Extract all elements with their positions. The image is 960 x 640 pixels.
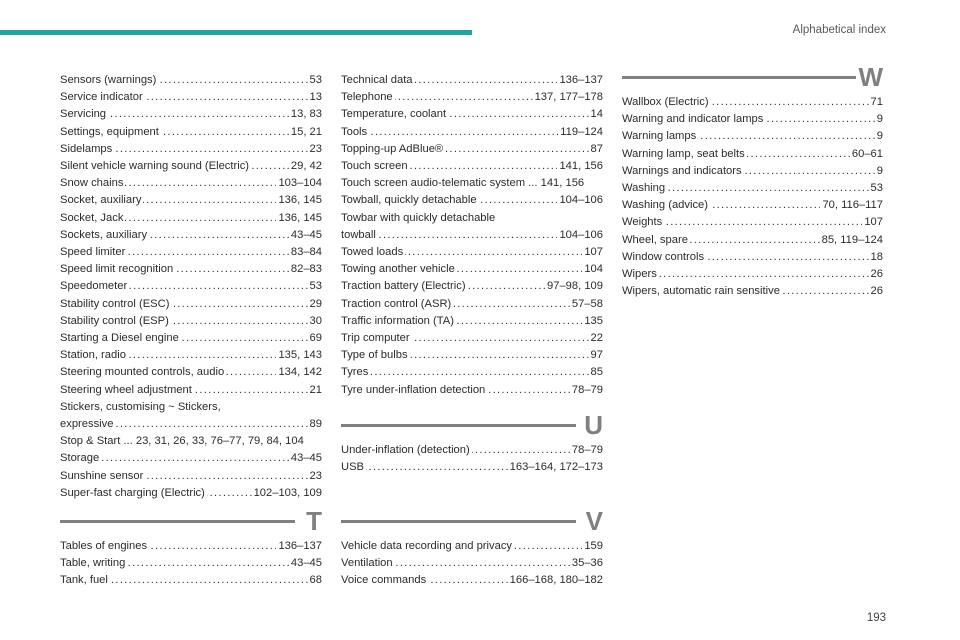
index-entry-label: Super-fast charging (Electric) bbox=[60, 486, 205, 499]
index-entry-label: Tools bbox=[341, 125, 368, 138]
index-entry bbox=[60, 210, 322, 227]
index-entry-leader bbox=[101, 450, 289, 467]
index-entry bbox=[622, 214, 883, 231]
index-entry-pages: 35–36 bbox=[571, 557, 603, 570]
index-entry-leader bbox=[145, 89, 308, 106]
index-entry-label: Tank, fuel bbox=[60, 574, 108, 587]
section-w bbox=[622, 62, 883, 300]
index-entry-leader bbox=[445, 141, 588, 158]
index-entry-pages: 87 bbox=[590, 142, 603, 155]
index-entry-pages: 78–79 bbox=[571, 444, 603, 456]
index-entry-pages: 107 bbox=[864, 216, 883, 229]
index-entry-pages: 22 bbox=[590, 332, 603, 345]
index-entry-label: Towbar with quickly detachable bbox=[341, 211, 496, 224]
index-entry-pages: 136, 145 bbox=[278, 211, 322, 224]
index-entry-leader bbox=[690, 232, 820, 249]
index-entry bbox=[341, 459, 603, 476]
index-entry-label: Socket, auxiliary bbox=[60, 194, 142, 207]
index-entry bbox=[622, 146, 883, 163]
section-w-header bbox=[622, 62, 883, 94]
section-w-rule bbox=[622, 76, 856, 79]
index-entry-leader bbox=[171, 296, 307, 313]
index-entry-pages: 53 bbox=[309, 74, 322, 86]
index-entry-pages: 159 bbox=[584, 540, 603, 552]
index-entry bbox=[341, 538, 603, 555]
index-entry-label: Temperature, coolant bbox=[341, 108, 447, 121]
index-entry bbox=[60, 89, 322, 106]
index-entry-pages: 85 bbox=[590, 366, 603, 379]
index-entry-pages: 141, 156 bbox=[559, 160, 603, 173]
index-entry-label: Traction control (ASR) bbox=[341, 297, 452, 310]
index-entry bbox=[341, 72, 603, 89]
index-entry-label: Stop & Start ... 23, 31, 26, 33, 76–77, 79, 84, 104 bbox=[60, 435, 304, 448]
index-entry-leader bbox=[366, 459, 508, 476]
index-entry-pages: 136, 145 bbox=[278, 194, 322, 207]
index-entry-pages: 9 bbox=[876, 113, 883, 126]
index-entry-pages: 69 bbox=[309, 332, 322, 345]
index-entry-leader bbox=[128, 347, 277, 364]
index-entry-leader bbox=[468, 278, 545, 295]
index-entry-label: Tables of engines bbox=[60, 540, 148, 552]
index-entry-label: Station, radio bbox=[60, 349, 126, 362]
index-entry-leader bbox=[428, 572, 507, 589]
index-entry-label: Sunshine sensor bbox=[60, 469, 144, 482]
index-entry-label: Touch screen audio-telematic system ... 141, 156 bbox=[341, 177, 585, 190]
index-entry-label: Traffic information (TA) bbox=[341, 314, 454, 327]
index-entry-pages: 137, 177–178 bbox=[534, 91, 603, 104]
index-entry-label: Speed limiter bbox=[60, 246, 126, 259]
index-entry-label: Service indicator bbox=[60, 91, 143, 104]
index-entry bbox=[60, 468, 322, 485]
index-entry-label: Servicing bbox=[60, 108, 107, 121]
index-entry bbox=[60, 555, 322, 572]
index-entry-pages: 9 bbox=[876, 164, 883, 177]
index-entry bbox=[622, 232, 883, 249]
index-entry-pages: 119–124 bbox=[560, 125, 603, 138]
section-v bbox=[341, 506, 603, 590]
section-w-letter: W bbox=[858, 62, 883, 92]
page-number: 193 bbox=[866, 612, 886, 624]
index-entry-label: Under-inflation (detection) bbox=[341, 444, 470, 456]
section-t-header bbox=[60, 506, 322, 538]
index-entry-label: Tyre under-inflation detection bbox=[341, 383, 486, 396]
index-entry-pages: 15, 21 bbox=[290, 125, 322, 138]
index-entry-leader bbox=[667, 180, 868, 197]
index-entry-leader bbox=[395, 89, 533, 106]
index-entry-leader bbox=[251, 158, 289, 175]
index-entry-leader bbox=[110, 572, 308, 589]
index-entry bbox=[60, 261, 322, 278]
index-entry bbox=[341, 210, 603, 227]
index-entry-label: Topping-up AdBlue® bbox=[341, 142, 444, 155]
index-entry-label: Warning and indicator lamps bbox=[622, 113, 764, 126]
index-entry-leader bbox=[145, 468, 307, 485]
index-entry-label: Touch screen bbox=[341, 160, 408, 173]
index-entry bbox=[341, 261, 603, 278]
index-entry-label: Sockets, auxiliary bbox=[60, 228, 148, 241]
index-entry-label: Towing another vehicle bbox=[341, 263, 455, 276]
index-entry-label: Stickers, customising ~ Stickers, bbox=[60, 400, 221, 413]
index-entry-leader bbox=[125, 210, 276, 227]
index-entry-label: Warnings and indicators bbox=[622, 164, 742, 177]
section-u-letter: U bbox=[584, 410, 603, 440]
index-entry bbox=[60, 347, 322, 364]
index-entry bbox=[60, 296, 322, 313]
index-entry-leader bbox=[149, 538, 276, 555]
index-entry-pages: 14 bbox=[590, 108, 603, 121]
index-entry-pages: 97 bbox=[590, 349, 603, 362]
index-entry-label: Wheel, spare bbox=[622, 233, 688, 246]
index-entry-label: Tyres bbox=[341, 366, 369, 379]
index-entry-leader bbox=[479, 192, 558, 209]
index-entry-label: Trip computer bbox=[341, 332, 410, 345]
index-entry-label: Window controls bbox=[622, 250, 705, 263]
index-entry-leader bbox=[412, 330, 589, 347]
index-entry bbox=[622, 94, 883, 111]
index-entry bbox=[341, 330, 603, 347]
index-entry-pages: 83–84 bbox=[290, 246, 322, 259]
index-entry-pages: 166–168, 180–182 bbox=[509, 574, 603, 587]
section-u bbox=[341, 410, 603, 476]
index-entry bbox=[341, 347, 603, 364]
index-entry-leader bbox=[706, 249, 868, 266]
index-entry-leader bbox=[710, 197, 820, 214]
index-entry-label: Type of bulbs bbox=[341, 349, 408, 362]
index-entry-label: Washing (advice) bbox=[622, 199, 709, 212]
index-entry-leader bbox=[226, 364, 276, 381]
index-entry bbox=[622, 266, 883, 283]
index-entry-pages: 136–137 bbox=[559, 74, 603, 86]
index-entry bbox=[60, 175, 322, 192]
index-entry-pages: 163–164, 172–173 bbox=[509, 461, 603, 474]
index-entry bbox=[341, 124, 603, 141]
index-entry bbox=[60, 313, 322, 330]
index-entry-leader bbox=[158, 72, 307, 89]
index-entry bbox=[341, 89, 603, 106]
index-entry-pages: 57–58 bbox=[571, 297, 603, 310]
index-entry-pages: 18 bbox=[870, 250, 883, 263]
index-entry-leader bbox=[207, 485, 252, 502]
index-entry-pages: 85, 119–124 bbox=[821, 233, 883, 246]
index-entry-leader bbox=[453, 296, 570, 313]
index-entry bbox=[622, 249, 883, 266]
index-entry bbox=[341, 278, 603, 295]
index-entry-pages: 60–61 bbox=[851, 147, 883, 160]
index-entry-label: Voice commands bbox=[341, 574, 427, 587]
index-entry-leader bbox=[405, 244, 582, 261]
index-entry-pages: 70, 116–117 bbox=[822, 199, 883, 212]
index-entry-label: Weights bbox=[622, 216, 663, 229]
index-entry-pages: 9 bbox=[876, 130, 883, 143]
index-entry bbox=[60, 141, 322, 158]
index-entry-leader bbox=[456, 313, 582, 330]
index-entry-leader bbox=[782, 283, 869, 300]
index-entry bbox=[341, 382, 603, 399]
index-entry-leader bbox=[127, 555, 289, 572]
section-u-rule bbox=[341, 424, 576, 427]
index-entry-pages: 68 bbox=[309, 574, 322, 587]
index-entry-pages: 104–106 bbox=[559, 228, 603, 241]
index-entry bbox=[341, 555, 603, 572]
index-entry-label: Towed loads bbox=[341, 246, 404, 259]
index-entry-leader bbox=[114, 141, 307, 158]
index-entry-label: Stability control (ESC) bbox=[60, 297, 170, 310]
index-entry-pages: 102–103, 109 bbox=[253, 486, 322, 499]
index-entry-label: Stability control (ESP) bbox=[60, 314, 169, 327]
index-entry-label: Warning lamp, seat belts bbox=[622, 147, 745, 160]
index-entry-pages: 43–45 bbox=[290, 557, 322, 570]
index-entry-leader bbox=[175, 261, 289, 278]
index-entry-pages: 13, 83 bbox=[290, 108, 322, 121]
index-entry bbox=[341, 244, 603, 261]
index-entry bbox=[341, 141, 603, 158]
index-entry-pages: 43–45 bbox=[290, 228, 322, 241]
index-entry-label: Warning lamps bbox=[622, 130, 697, 143]
index-entry-leader bbox=[410, 158, 558, 175]
index-entry bbox=[622, 128, 883, 145]
index-entry-pages: 78–79 bbox=[571, 383, 603, 396]
index-entry bbox=[60, 416, 322, 433]
index-entry-label: Vehicle data recording and privacy bbox=[341, 540, 513, 552]
index-entry bbox=[60, 399, 322, 416]
index-entry-label: Table, writing bbox=[60, 557, 126, 570]
index-entry-pages: 104 bbox=[584, 263, 603, 276]
index-entry bbox=[622, 111, 883, 128]
index-entry-leader bbox=[149, 227, 289, 244]
index-entry-pages: 97–98, 109 bbox=[547, 280, 603, 293]
index-entry-pages: 23 bbox=[309, 142, 322, 155]
index-entry-label: Wallbox (Electric) bbox=[622, 96, 709, 108]
index-entry bbox=[60, 485, 322, 502]
index-entry bbox=[60, 450, 322, 467]
index-entry bbox=[341, 158, 603, 175]
index-entry-pages: 82–83 bbox=[290, 263, 322, 276]
index-entry-pages: 23 bbox=[309, 469, 322, 482]
index-entry-label: Steering wheel adjustment bbox=[60, 383, 192, 396]
index-entry-label: Technical data bbox=[341, 74, 413, 86]
index-entry-label: Socket, Jack bbox=[60, 211, 124, 224]
index-entry bbox=[60, 572, 322, 589]
section-v-entries bbox=[341, 538, 603, 590]
index-entry bbox=[60, 433, 322, 450]
index-entry-pages: 71 bbox=[870, 96, 883, 108]
section-v-letter: V bbox=[585, 506, 603, 536]
index-entry-label: Towball, quickly detachable bbox=[341, 194, 477, 207]
index-entry-leader bbox=[744, 163, 875, 180]
section-u-entries bbox=[341, 442, 603, 476]
index-entry-pages: 135, 143 bbox=[278, 349, 322, 362]
index-entry-leader bbox=[108, 106, 289, 123]
index-entry-label: Silent vehicle warning sound (Electric) bbox=[60, 160, 250, 173]
index-entry bbox=[60, 124, 322, 141]
index-entry-pages: 104–106 bbox=[559, 194, 603, 207]
index-entry bbox=[341, 175, 603, 192]
index-entry-label: Settings, equipment bbox=[60, 125, 159, 138]
index-entry bbox=[60, 330, 322, 347]
index-entry-leader bbox=[747, 146, 850, 163]
index-entry-label: Washing bbox=[622, 182, 666, 195]
index-entry-leader bbox=[143, 192, 276, 209]
index-entry-pages: 136–137 bbox=[278, 540, 322, 552]
index-entry-label: Ventilation bbox=[341, 557, 393, 570]
index-entry-label: Storage bbox=[60, 452, 100, 465]
index-entry-pages: 29 bbox=[309, 297, 322, 310]
index-entry-leader bbox=[765, 111, 874, 128]
index-entry bbox=[60, 538, 322, 555]
index-entry bbox=[60, 72, 322, 89]
index-entry-leader bbox=[161, 124, 289, 141]
index-entry-leader bbox=[125, 175, 276, 192]
index-entry bbox=[341, 227, 603, 244]
index-entry-label: Speedometer bbox=[60, 280, 128, 293]
index-entry-label: Sensors (warnings) bbox=[60, 74, 157, 86]
index-entry bbox=[60, 278, 322, 295]
index-entry-leader bbox=[659, 266, 869, 283]
index-entry-label: Sidelamps bbox=[60, 142, 113, 155]
index-entry bbox=[341, 296, 603, 313]
index-entry bbox=[341, 192, 603, 209]
index-entry bbox=[341, 442, 603, 459]
index-entry-label: Traction battery (Electric) bbox=[341, 280, 466, 293]
section-t-entries bbox=[60, 538, 322, 590]
index-entry-pages: 26 bbox=[870, 285, 883, 298]
page-header-title: Alphabetical index bbox=[792, 24, 886, 36]
index-entry-pages: 21 bbox=[309, 383, 322, 396]
index-entry-leader bbox=[448, 106, 588, 123]
index-entry-pages: 135 bbox=[584, 314, 603, 327]
index-entry-leader bbox=[711, 94, 869, 111]
index-entry-pages: 13 bbox=[309, 91, 322, 104]
index-entry bbox=[622, 197, 883, 214]
index-entry-label: towball bbox=[341, 228, 376, 241]
index-entry-pages: 30 bbox=[309, 314, 322, 327]
index-column-s bbox=[60, 72, 322, 502]
index-column-t bbox=[341, 72, 603, 399]
index-entry-label: Starting a Diesel engine bbox=[60, 332, 179, 345]
index-entry-leader bbox=[395, 555, 570, 572]
index-entry-pages: 29, 42 bbox=[290, 160, 322, 173]
index-entry-leader bbox=[115, 416, 307, 433]
index-entry-leader bbox=[698, 128, 875, 145]
index-entry bbox=[341, 364, 603, 381]
index-entry-leader bbox=[369, 124, 558, 141]
index-entry bbox=[60, 192, 322, 209]
index-entry bbox=[341, 106, 603, 123]
index-entry-pages: 103–104 bbox=[278, 177, 322, 190]
index-entry-label: Wipers bbox=[622, 268, 657, 281]
index-entry-label: USB bbox=[341, 461, 365, 474]
index-entry-leader bbox=[378, 227, 558, 244]
section-t-rule bbox=[60, 520, 295, 523]
index-column-w bbox=[622, 94, 883, 300]
index-entry bbox=[60, 106, 322, 123]
index-entry-pages: 134, 142 bbox=[278, 366, 322, 379]
index-entry-leader bbox=[664, 214, 862, 231]
index-entry bbox=[622, 180, 883, 197]
index-entry-label: Steering mounted controls, audio bbox=[60, 366, 225, 379]
section-v-rule bbox=[341, 520, 576, 523]
index-entry-leader bbox=[129, 278, 307, 295]
index-entry bbox=[60, 227, 322, 244]
index-entry-label: Wipers, automatic rain sensitive bbox=[622, 285, 780, 298]
index-entry-leader bbox=[171, 313, 308, 330]
index-entry bbox=[60, 244, 322, 261]
index-entry-pages: 107 bbox=[584, 246, 603, 259]
index-entry-leader bbox=[457, 261, 583, 278]
index-entry bbox=[622, 163, 883, 180]
section-t-letter: T bbox=[306, 506, 322, 536]
index-entry bbox=[60, 158, 322, 175]
index-entry-label: Telephone bbox=[341, 91, 393, 104]
index-entry-pages: 53 bbox=[309, 280, 322, 293]
index-entry-leader bbox=[472, 442, 570, 459]
section-t bbox=[60, 506, 322, 590]
index-entry-leader bbox=[514, 538, 582, 555]
index-entry-label: Speed limit recognition bbox=[60, 263, 174, 276]
index-entry bbox=[60, 382, 322, 399]
index-entry-label: expressive bbox=[60, 418, 114, 431]
index-entry-leader bbox=[410, 347, 589, 364]
index-entry-leader bbox=[181, 330, 308, 347]
index-entry-pages: 89 bbox=[309, 418, 322, 431]
index-entry-leader bbox=[194, 382, 308, 399]
index-entry bbox=[341, 572, 603, 589]
index-entry-label: Snow chains bbox=[60, 177, 124, 190]
index-entry bbox=[60, 364, 322, 381]
index-entry-leader bbox=[415, 72, 558, 89]
header-accent-bar bbox=[0, 30, 472, 35]
section-v-header bbox=[341, 506, 603, 538]
index-entry-pages: 43–45 bbox=[290, 452, 322, 465]
index-entry-leader bbox=[487, 382, 570, 399]
index-entry-leader bbox=[127, 244, 289, 261]
index-entry-leader bbox=[370, 364, 588, 381]
index-entry-pages: 53 bbox=[870, 182, 883, 195]
index-entry bbox=[622, 283, 883, 300]
section-u-header bbox=[341, 410, 603, 442]
index-entry-pages: 26 bbox=[870, 268, 883, 281]
index-entry bbox=[341, 313, 603, 330]
